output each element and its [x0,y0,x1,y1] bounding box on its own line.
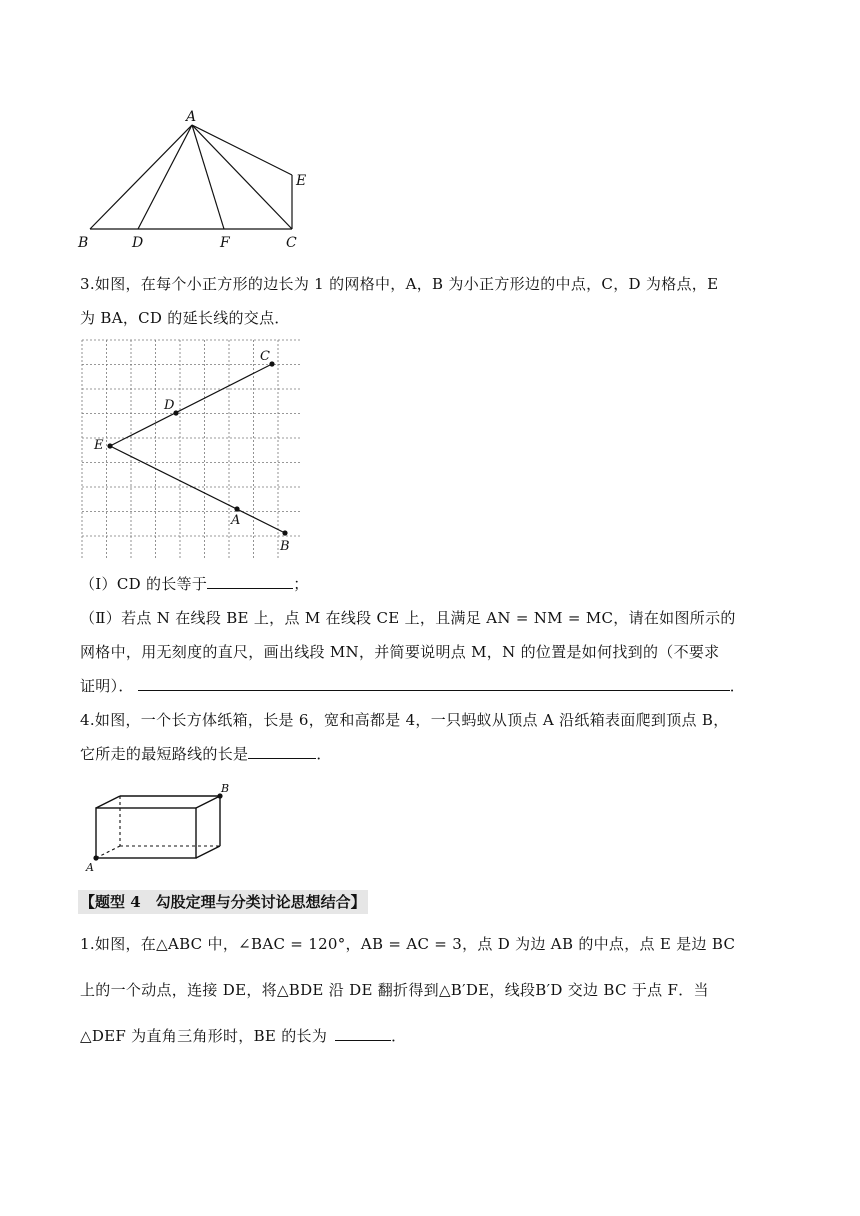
label-f: F [220,235,230,251]
point-a [234,506,239,511]
q3-part2-blank [138,674,730,691]
label-b: B [78,235,89,251]
q3-part2-line3 [80,674,745,698]
q3-part1 [80,572,309,596]
point-c [269,361,274,366]
box-label-a: A [86,861,94,874]
q41-line1: 1.如图，在△ABC 中，∠BAC = 120°，AB = AC = 3，点 D 为边 AB 的中点，点 E 是边 BC [80,935,736,953]
q41-blank [335,1024,391,1041]
q4-line2-text: 它所走的最短路线的长是 [80,745,249,763]
label-a: A [186,109,197,125]
q3-intro-line2: 为 BA，CD 的延长线的交点． [80,309,290,327]
segment-ab [90,125,192,229]
grid-label-e: E [94,438,104,453]
label-c: C [286,235,297,251]
q41-line2: 上的一个动点，连接 DE，将△BDE 沿 DE 翻折得到△B′DE，线段B′D 交边 BC 于点 F．当 [80,981,709,999]
q3-part1-end: ； [293,575,309,593]
box-label-b: B [221,782,230,795]
q41-line3-end: ． [391,1027,407,1045]
q3-part1-blank [207,572,293,589]
grid-label-c: C [260,349,270,364]
triangle-figure [70,105,330,255]
grid-figure [80,338,302,560]
q3-part2-line1: （Ⅱ）若点 N 在线段 BE 上，点 M 在线段 CE 上，且满足 AN = NM = MC，请在如图所示的 [80,609,736,627]
grid-label-a: A [231,513,241,528]
segment-ec [110,364,272,446]
box-front-face [96,808,196,858]
label-d: D [132,235,144,251]
q4-line2-end: ． [316,745,332,763]
segment-ad [138,125,192,229]
label-e: E [296,173,307,189]
q3-part2-line3-text: 证明）． [80,677,134,695]
q41-line3 [80,1024,406,1048]
segment-af [192,125,224,229]
q3-part2-line2: 网格中，用无刻度的直尺，画出线段 MN，并简要说明点 M，N 的位置是如何找到的（不要求 [80,643,720,661]
grid-label-b: B [280,539,290,554]
q4-line2 [80,742,332,766]
point-e [107,443,112,448]
q3-part2-line3-end: ． [729,677,746,695]
q4-line1: 4.如图，一个长方体纸箱，长是 6，宽和高都是 4，一只蚂蚁从顶点 A 沿纸箱表面爬到顶点 B， [80,711,729,729]
grid-label-d: D [164,398,175,413]
segment-eb [110,446,285,533]
q3-part1-text: （Ⅰ）CD 的长等于 [80,575,208,593]
q41-line3-text: △DEF 为直角三角形时，BE 的长为 [80,1027,328,1045]
point-b [282,530,287,535]
q4-blank [248,742,316,759]
segment-ac [192,125,292,229]
q3-intro-line1: 3.如图，在每个小正方形的边长为 1 的网格中，A，B 为小正方形边的中点，C，D 为格点，E [80,275,719,293]
box-figure [74,778,244,878]
segment-ae [192,125,292,175]
point-a [93,855,98,860]
section-heading: 【题型 4 勾股定理与分类讨论思想结合】 [78,890,368,914]
